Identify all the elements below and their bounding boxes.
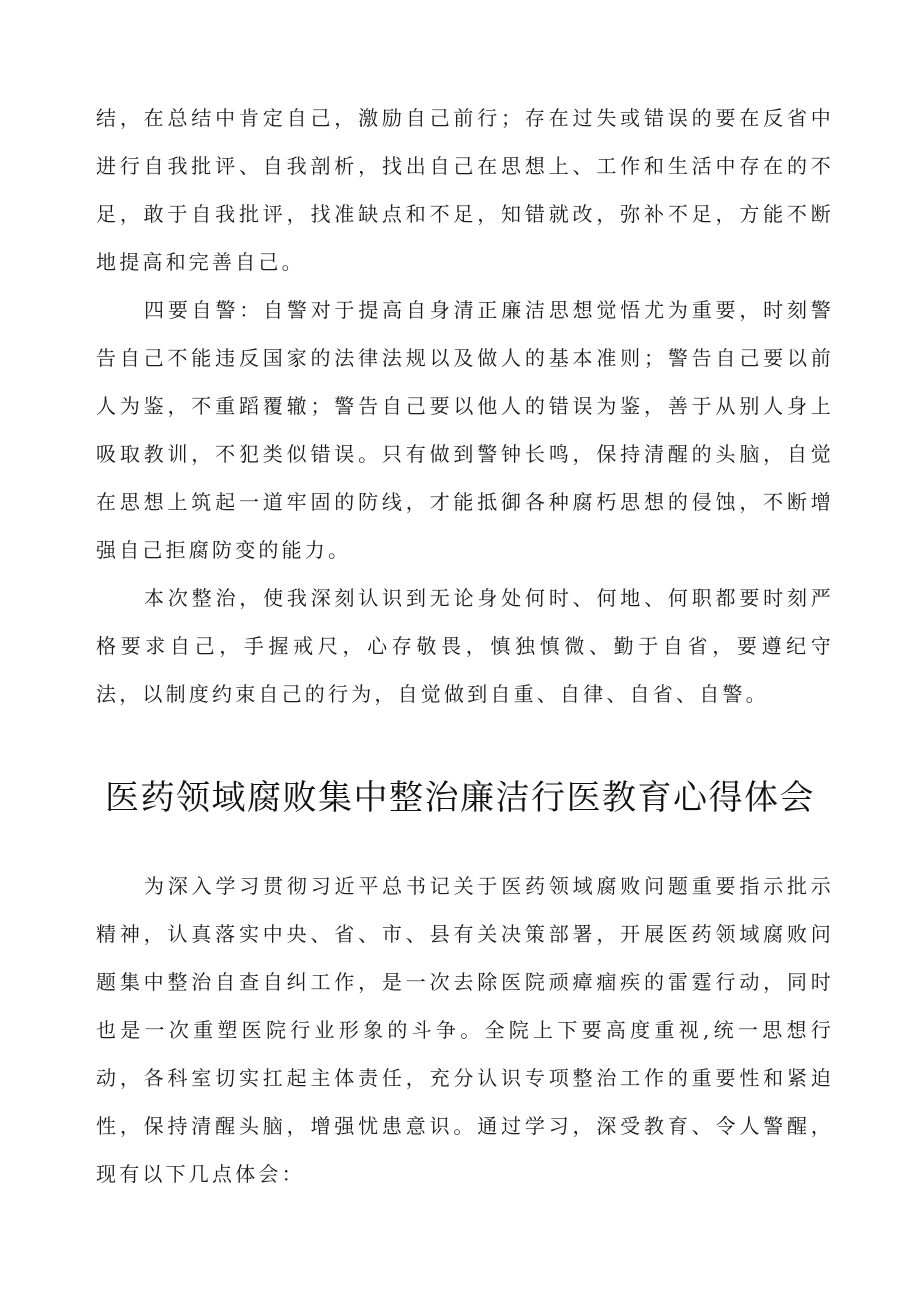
body-paragraph-self-warning: 四要自警：自警对于提高自身清正廉洁思想觉悟尤为重要，时刻警告自己不能违反国家的法律法规以及做人的基本准则；警告自己要以前人为鉴，不重蹈覆辙；警告自己要以他人的错误为鉴，善于从别人身上吸取教训，不犯类似错误。只有做到警钟长鸣，保持清醒的头脑，自觉在思想上筑起一道牢固的防线，才能抵御各种腐朽思想的侵蚀，不断增强自己拒腐防变的能力。 [96,298,834,562]
body-paragraph-intro: 为深入学习贯彻习近平总书记关于医药领域腐败问题重要指示批示精神，认真落实中央、省、市、县有关决策部署，开展医药领域腐败问题集中整治自查自纠工作，是一次去除医院顽瘴痼疾的雷霆行动，同时也是一次重塑医院行业形象的斗争。全院上下要高度重视,统一思想行动，各科室切实扛起主体责任，充分认识专项整治工作的重要性和紧迫性，保持清醒头脑，增强忧患意识。通过学习，深受教育、令人警醒，现有以下几点体会： [96,874,834,1186]
body-paragraph-continued: 结，在总结中肯定自己，激励自己前行；存在过失或错误的要在反省中进行自我批评、自我剖析，找出自己在思想上、工作和生活中存在的不足，敢于自我批评，找准缺点和不足，知错就改，弥补不足，方能不断地提高和完善自己。 [96,106,834,274]
body-paragraph-conclusion: 本次整治，使我深刻认识到无论身处何时、何地、何职都要时刻严格要求自己，手握戒尺，心存敬畏，慎独慎微、勤于自省，要遵纪守法，以制度约束自己的行为，自觉做到自重、自律、自省、自警。 [96,586,834,706]
section-title: 医药领域腐败集中整治廉洁行医教育心得体会 [105,778,815,818]
